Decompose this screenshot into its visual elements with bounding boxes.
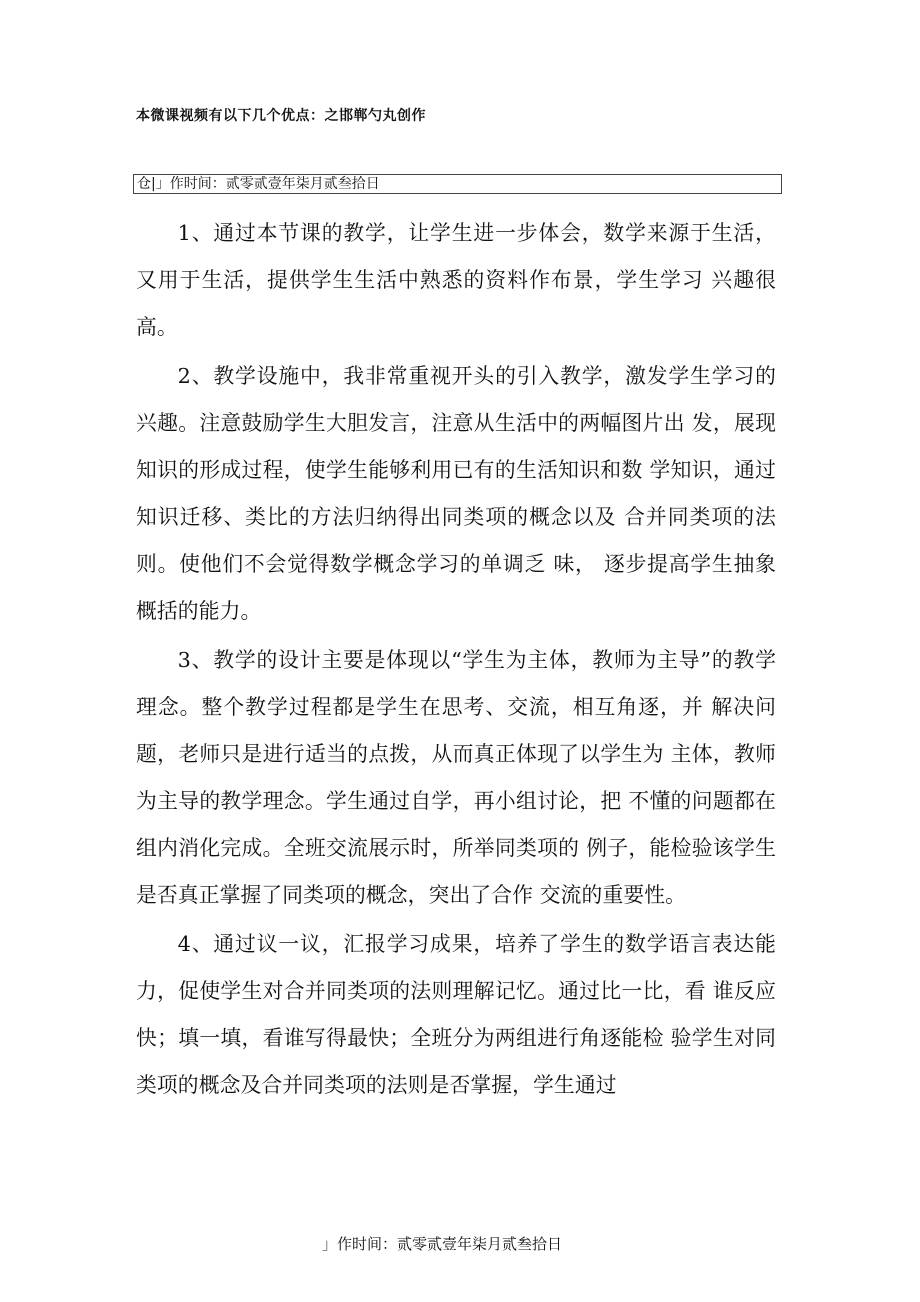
document-body xyxy=(136,210,776,1109)
paragraph-3: 3、教学的设计主要是体现以“学生为主体，教师为主导”的教学理念。整个教学过程都是学生在思考、交流，相互角逐，并 解决问题，老师只是进行适当的点拨，从而真正体现了以学生为 主体，教师为主导的教学理念。学生通过自学，再小组讨论，把 不懂的问题都在组内消化完成。全班交流展示时，所举同类项的 例子，能检验该学生是否真正掌握了同类项的概念，突出了合作 交流的重要性。 xyxy=(136,648,776,907)
paragraph-2: 2、教学设施中，我非常重视开头的引入教学，激发学生学习的兴趣。注意鼓励学生大胆发言，注意从生活中的两幅图片出 发，展现知识的形成过程，使学生能够利用已有的生活知识和数 学知识，通过知识迁移、类比的方法归纳得出同类项的概念以及 合并同类项的法则。使他们不会觉得数学概念学习的单调乏 味， 逐步提高学生抽象概括的能力。 xyxy=(136,364,776,623)
page-footer: 」作时间：贰零贰壹年柒月贰叁拾日 xyxy=(322,1235,563,1253)
creation-date-header: 仓|」作时间：贰零贰壹年柒月贰叁拾日 xyxy=(133,174,782,194)
page-title: 本微课视频有以下几个优点：之邯郸勺丸创作 xyxy=(136,108,426,124)
paragraph-4: 4、通过议一议，汇报学习成果，培养了学生的数学语言表达能力，促使学生对合并同类项的法则理解记忆。通过比一比，看 谁反应快；填一填，看谁写得最快；全班分为两组进行角逐能检 验学生对同类项的概念及合并同类项的法则是否掌握，学生通过 xyxy=(136,932,776,1097)
paragraph-1: 1、通过本节课的教学，让学生进一步体会，数学来源于生活，又用于生活，提供学生生活中熟悉的资料作布景，学生学习 兴趣很高。 xyxy=(136,221,776,339)
